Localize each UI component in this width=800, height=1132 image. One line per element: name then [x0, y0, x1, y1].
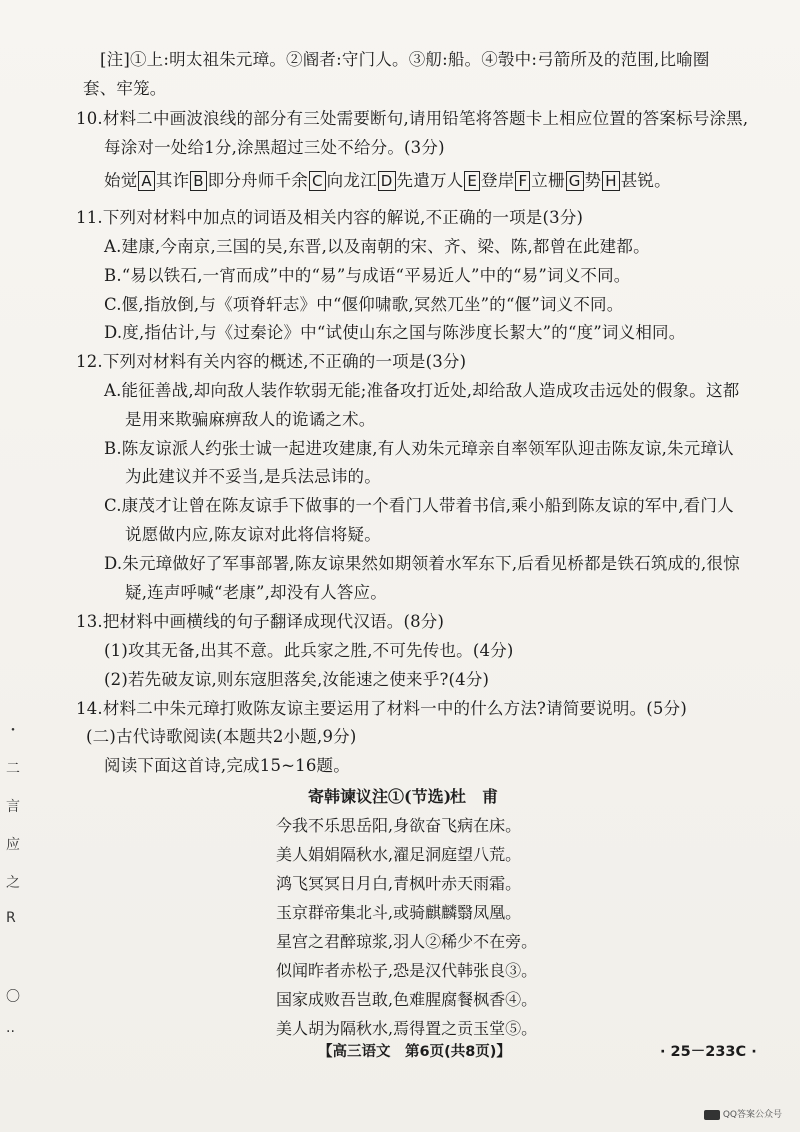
q10-option-box[interactable]: C	[309, 171, 326, 191]
q10-seg: 甚锐。	[620, 171, 671, 190]
page-footer	[0, 1040, 800, 1064]
q12-option-c: C.康茂才让曾在陈友谅手下做事的一个看门人带着书信,乘小船到陈友谅的军中,看门人	[104, 496, 734, 515]
q10-sentence	[104, 170, 671, 192]
q12-option-a-cont: 是用来欺骗麻痹敌人的诡谲之术。	[125, 410, 376, 429]
note-line-2: 套、牢笼。	[83, 79, 167, 98]
q10-stem-cont: 每涂对一处给1分,涂黑超过三处不给分。(3分)	[104, 138, 445, 157]
q10-option-box[interactable]: D	[378, 171, 396, 191]
poem-line: 今我不乐思岳阳,身欲奋飞病在床。	[276, 816, 522, 835]
q10-seg: 始觉	[104, 171, 138, 190]
poem-author: 杜 甫	[450, 787, 499, 806]
q12-option-d-cont: 疑,连声呼喊“老康”,却没有人答应。	[125, 583, 387, 602]
poem-line: 似闻昨者赤松子,恐是汉代韩张良③。	[276, 961, 538, 980]
margin-mark: R	[6, 910, 16, 926]
q12-option-d: D.朱元璋做好了军事部署,陈友谅果然如期领着水军东下,后看见桥都是铁石筑成的,很惊	[104, 554, 740, 573]
q12-option-c-cont: 说愿做内应,陈友谅对此将信将疑。	[125, 525, 381, 544]
poem-line: 国家成败吾岂敢,色难腥腐餐枫香④。	[276, 990, 538, 1009]
q10-stem: 10.材料二中画波浪线的部分有三处需要断句,请用铅笔将答题卡上相应位置的答案标号涂黑,	[76, 109, 749, 128]
q10-seg: 登岸	[481, 171, 515, 190]
margin-mark: 言	[6, 799, 20, 815]
q10-option-box[interactable]: E	[464, 171, 480, 191]
margin-mark: 之	[6, 875, 20, 891]
poem-line: 美人胡为隔秋水,焉得置之贡玉堂⑤。	[276, 1019, 538, 1038]
section-instruction: 阅读下面这首诗,完成15~16题。	[104, 756, 350, 775]
q14-stem: 14.材料二中朱元璋打败陈友谅主要运用了材料一中的什么方法?请简要说明。(5分)	[76, 699, 687, 718]
poem-line: 玉京群帝集北斗,或骑麒麟翳凤凰。	[276, 903, 522, 922]
q12-option-b: B.陈友谅派人约张士诚一起进攻建康,有人劝朱元璋亲自率领军队迎击陈友谅,朱元璋认	[104, 439, 734, 458]
q10-option-box[interactable]: F	[515, 171, 530, 191]
watermark	[704, 1107, 782, 1120]
q13-stem: 13.把材料中画横线的句子翻译成现代汉语。(8分)	[76, 612, 445, 631]
q10-seg: 其诈	[155, 171, 190, 190]
q13-item-1: (1)攻其无备,出其不意。此兵家之胜,不可先传也。(4分)	[104, 641, 514, 660]
watermark-logo-icon	[704, 1110, 720, 1120]
poem-title: 寄韩谏议注①(节选)	[308, 787, 452, 806]
q10-seg: 先遣万人	[396, 171, 464, 190]
section-heading: (二)古代诗歌阅读(本题共2小题,9分)	[86, 727, 357, 746]
margin-mark: 〇	[6, 989, 20, 1005]
q12-option-a: A.能征善战,却向敌人装作软弱无能;准备攻打近处,却给敌人造成攻击远处的假象。这都	[104, 381, 740, 400]
q11-option-c: C.偃,指放倒,与《项脊轩志》中“偃仰啸歌,冥然兀坐”的“偃”词义不同。	[104, 295, 624, 314]
poem-line: 星宫之君醉琼浆,羽人②稀少不在旁。	[276, 932, 538, 951]
poem-line: 鸿飞冥冥日月白,青枫叶赤天雨霜。	[276, 874, 522, 893]
margin-mark	[6, 948, 28, 986]
q12-stem: 12.下列对材料有关内容的概述,不正确的一项是(3分)	[76, 352, 467, 371]
q13-item-2: (2)若先破友谅,则东寇胆落矣,汝能速之使来乎?(4分)	[104, 670, 490, 689]
poem-line: 美人娟娟隔秋水,濯足洞庭望八荒。	[276, 845, 522, 864]
margin-mark: ・	[6, 723, 20, 739]
q11-option-b: B.“易以铁石,一宵而成”中的“易”与成语“平易近人”中的“易”词义不同。	[104, 266, 631, 285]
margin-mark: 二	[6, 761, 20, 777]
q11-option-d: D.度,指估计,与《过秦论》中“试使山东之国与陈涉度长絜大”的“度”词义相同。	[104, 323, 686, 342]
margin-mark: 应	[6, 837, 20, 853]
q10-seg: 立栅	[531, 171, 565, 190]
q10-option-box[interactable]: G	[566, 171, 584, 191]
q12-option-b-cont: 为此建议并不妥当,是兵法忌讳的。	[125, 467, 381, 486]
q11-option-a: A.建康,今南京,三国的吴,东晋,以及南朝的宋、齐、梁、陈,都曾在此建都。	[104, 237, 650, 256]
q10-seg: 势	[584, 171, 602, 190]
margin-mark: ··	[6, 1024, 15, 1040]
footer-code: · 25－233C ·	[660, 1044, 757, 1060]
footer-page-label: 【高三语文 第6页(共8页)】	[318, 1044, 511, 1060]
watermark-text: QQ答案公众号	[722, 1110, 782, 1120]
q10-option-box[interactable]: A	[138, 171, 154, 191]
note-line-1: [注]①上:明太祖朱元璋。②阍者:守门人。③舠:船。④彀中:弓箭所及的范围,比喻圈	[100, 50, 710, 69]
margin-marks	[6, 720, 28, 1062]
q11-stem: 11.下列对材料中加点的词语及相关内容的解说,不正确的一项是(3分)	[76, 208, 584, 227]
q10-option-box[interactable]: B	[190, 171, 207, 191]
q10-option-box[interactable]: H	[602, 171, 619, 191]
q10-seg: 即分舟师千余	[207, 171, 308, 190]
q10-seg: 向龙江	[326, 171, 377, 190]
